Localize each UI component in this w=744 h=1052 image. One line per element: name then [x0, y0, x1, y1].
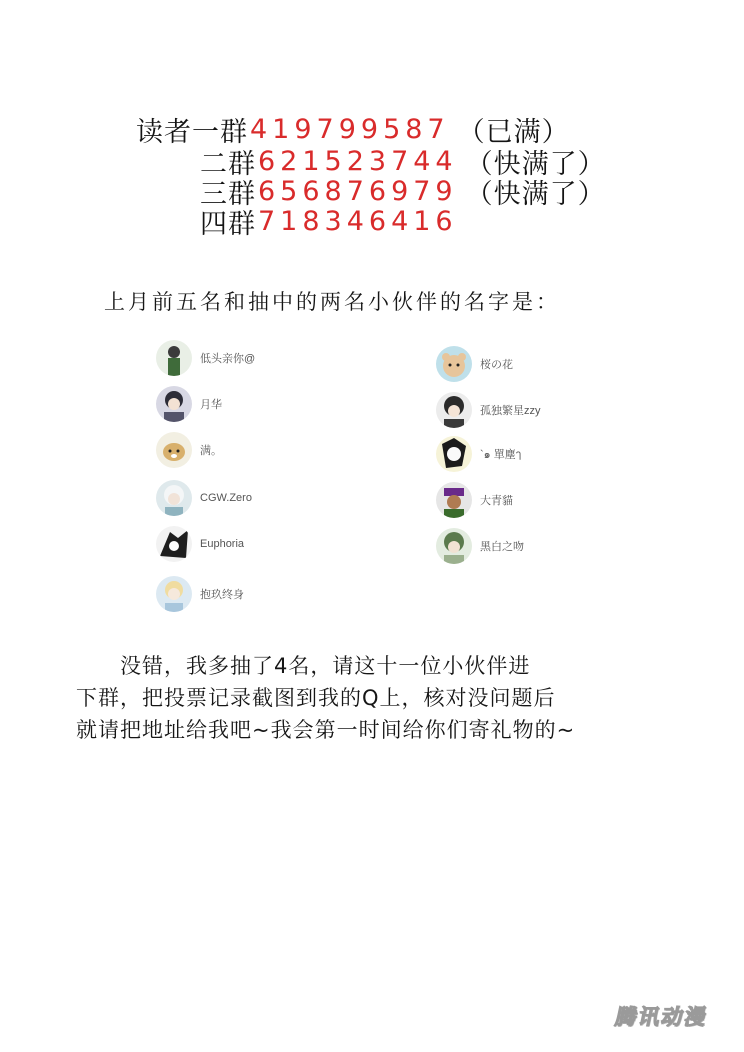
winners-heading: 上月前五名和抽中的两名小伙伴的名字是： [104, 290, 560, 314]
anime-boy-icon [156, 386, 192, 422]
green-hair-icon [436, 528, 472, 564]
blonde-icon [156, 576, 192, 612]
group-number: 621523744 [258, 145, 458, 177]
winner-item [156, 478, 252, 518]
group-label: 二群 [200, 148, 256, 180]
group-number: 419799587 [250, 113, 450, 145]
group-label: 四群 [200, 208, 256, 240]
group-number: 718346416 [258, 205, 458, 237]
winner-item [156, 524, 244, 564]
sketch-icon [436, 436, 472, 472]
winner-item [436, 480, 513, 520]
bear-icon [436, 346, 472, 382]
group-label: 读者一群 [136, 116, 248, 148]
winner-item [436, 390, 541, 430]
dog-icon [156, 432, 192, 468]
winner-item [436, 434, 521, 474]
winner-name: `๑ 單塵ๅ [480, 449, 522, 461]
winner-name: 孤独繁星zzy [480, 405, 541, 417]
cap-icon [436, 482, 472, 518]
winner-name: 抱玖终身 [200, 589, 244, 601]
announcement-line: 就请把地址给我吧~我会第一时间给你们寄礼物的~ [76, 718, 576, 742]
announcement-line: 下群，把投票记录截图到我的Q上，核对没问题后 [76, 686, 556, 710]
winner-name: 大青貓 [480, 495, 513, 507]
white-hair-icon [156, 480, 192, 516]
group-row-3 [200, 174, 606, 208]
watermark-text: 腾讯动漫 [613, 1005, 711, 1029]
group-status: （已满） [457, 116, 570, 148]
dark-hair-icon [436, 392, 472, 428]
winner-name: 满。 [200, 445, 222, 457]
winner-name: Euphoria [200, 538, 245, 550]
boy-icon [156, 340, 192, 376]
group-label: 三群 [200, 178, 256, 210]
group-number: 656876979 [258, 175, 458, 207]
winner-name: 低头亲你@ [200, 353, 256, 365]
announcement-text [76, 650, 676, 746]
winner-item [156, 338, 255, 378]
announcement-line: 没错，我多抽了4名，请这十一位小伙伴进 [76, 654, 531, 678]
winner-item [436, 526, 524, 566]
winner-name: 桜の花 [480, 359, 513, 371]
winner-item [156, 574, 244, 614]
winner-item [436, 344, 513, 384]
winner-name: 黑白之吻 [480, 541, 524, 553]
winner-item [156, 384, 222, 424]
winner-name: 月华 [200, 399, 222, 411]
watermark-logo [599, 1002, 725, 1030]
group-status: （快满了） [465, 148, 606, 180]
winner-item [156, 430, 222, 470]
winner-name: CGW.Zero [200, 492, 252, 504]
group-row-4 [200, 204, 466, 238]
group-status: （快满了） [465, 178, 606, 210]
monochrome-icon [156, 526, 192, 562]
